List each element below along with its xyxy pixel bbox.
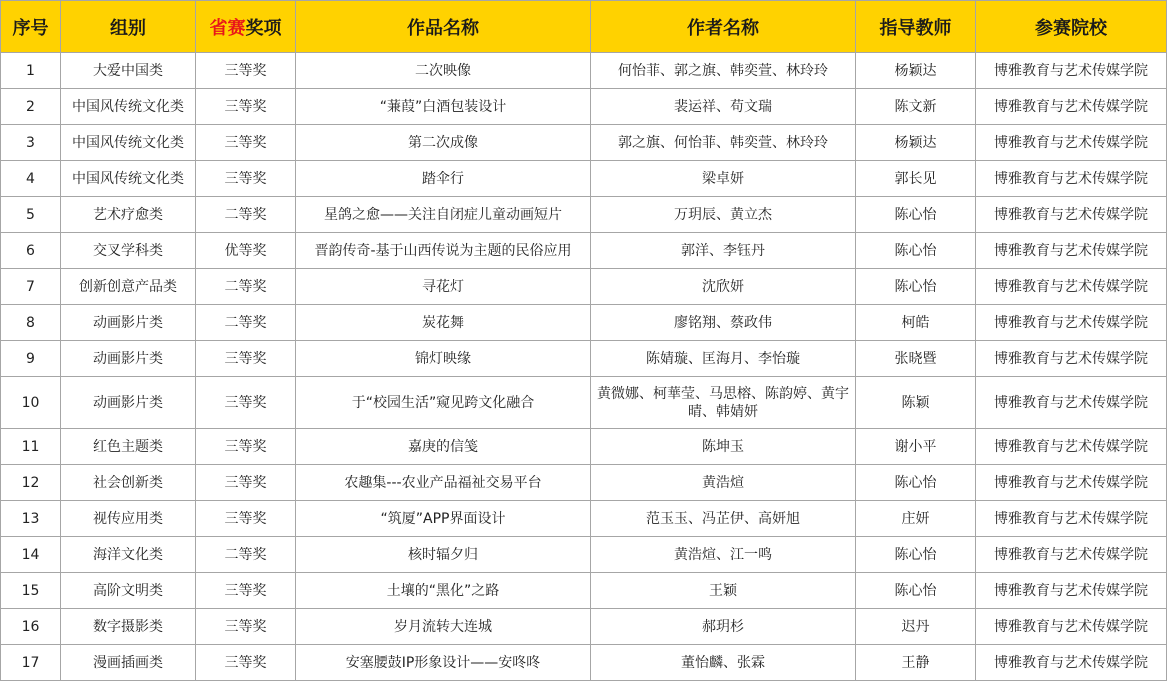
cell-school: 博雅教育与艺术传媒学院: [976, 609, 1167, 645]
cell-authors: 梁卓妍: [591, 161, 856, 197]
cell-work: 于“校园生活”窥见跨文化融合: [296, 377, 591, 429]
cell-teacher: 柯皓: [856, 305, 976, 341]
cell-award: 二等奖: [196, 269, 296, 305]
table-row: [1, 609, 1167, 645]
cell-group: 社会创新类: [61, 465, 196, 501]
cell-authors: 王颖: [591, 573, 856, 609]
header-award-rest: 奖项: [245, 17, 282, 39]
cell-school: 博雅教育与艺术传媒学院: [976, 269, 1167, 305]
cell-index: 12: [1, 465, 61, 501]
cell-group: 交叉学科类: [61, 233, 196, 269]
cell-authors: 黄浩煊、江一鸣: [591, 537, 856, 573]
cell-award: 二等奖: [196, 305, 296, 341]
cell-authors: 陈婧璇、匡海月、李怡璇: [591, 341, 856, 377]
header-row: [1, 1, 1167, 53]
cell-index: 3: [1, 125, 61, 161]
cell-award: 三等奖: [196, 89, 296, 125]
cell-index: 6: [1, 233, 61, 269]
header-index: 序号: [1, 1, 61, 53]
cell-teacher: 陈心怡: [856, 233, 976, 269]
cell-work: 晋韵传奇-基于山西传说为主题的民俗应用: [296, 233, 591, 269]
cell-teacher: 陈心怡: [856, 537, 976, 573]
cell-work: 岁月流转大连城: [296, 609, 591, 645]
cell-index: 2: [1, 89, 61, 125]
cell-index: 4: [1, 161, 61, 197]
cell-index: 17: [1, 645, 61, 681]
cell-index: 1: [1, 53, 61, 89]
table-row: [1, 573, 1167, 609]
cell-work: “蒹葭”白酒包装设计: [296, 89, 591, 125]
table-row: [1, 537, 1167, 573]
cell-school: 博雅教育与艺术传媒学院: [976, 465, 1167, 501]
table-row: [1, 645, 1167, 681]
cell-teacher: 陈文新: [856, 89, 976, 125]
cell-teacher: 郭长见: [856, 161, 976, 197]
cell-award: 二等奖: [196, 197, 296, 233]
table-row: [1, 89, 1167, 125]
cell-authors: 何怡菲、郭之旗、韩奕萱、林玲玲: [591, 53, 856, 89]
cell-work: 炭花舞: [296, 305, 591, 341]
cell-group: 中国风传统文化类: [61, 161, 196, 197]
cell-authors: 郭洋、李钰丹: [591, 233, 856, 269]
table-row: [1, 429, 1167, 465]
cell-school: 博雅教育与艺术传媒学院: [976, 573, 1167, 609]
cell-authors: 郭之旗、何怡菲、韩奕萱、林玲玲: [591, 125, 856, 161]
cell-group: 大爱中国类: [61, 53, 196, 89]
cell-school: 博雅教育与艺术传媒学院: [976, 377, 1167, 429]
cell-work: 寻花灯: [296, 269, 591, 305]
header-authors: 作者名称: [591, 1, 856, 53]
cell-teacher: 杨颖达: [856, 53, 976, 89]
cell-index: 7: [1, 269, 61, 305]
cell-award: 三等奖: [196, 341, 296, 377]
cell-authors: 裴运祥、苟文瑞: [591, 89, 856, 125]
table-row: [1, 305, 1167, 341]
cell-authors: 黄微娜、柯華莹、马思榕、陈韵婷、黄宇晴、韩婧妍: [591, 377, 856, 429]
cell-teacher: 陈心怡: [856, 573, 976, 609]
cell-award: 三等奖: [196, 465, 296, 501]
cell-index: 8: [1, 305, 61, 341]
cell-work: 星鸽之愈——关注自闭症儿童动画短片: [296, 197, 591, 233]
cell-school: 博雅教育与艺术传媒学院: [976, 161, 1167, 197]
cell-school: 博雅教育与艺术传媒学院: [976, 197, 1167, 233]
cell-school: 博雅教育与艺术传媒学院: [976, 537, 1167, 573]
cell-group: 视传应用类: [61, 501, 196, 537]
cell-teacher: 陈心怡: [856, 269, 976, 305]
cell-school: 博雅教育与艺术传媒学院: [976, 501, 1167, 537]
cell-teacher: 陈心怡: [856, 465, 976, 501]
header-group: 组别: [61, 1, 196, 53]
cell-award: 三等奖: [196, 377, 296, 429]
cell-group: 动画影片类: [61, 305, 196, 341]
table-row: [1, 125, 1167, 161]
table-row: [1, 377, 1167, 429]
cell-school: 博雅教育与艺术传媒学院: [976, 429, 1167, 465]
cell-award: 三等奖: [196, 53, 296, 89]
header-school: 参赛院校: [976, 1, 1167, 53]
cell-index: 14: [1, 537, 61, 573]
cell-school: 博雅教育与艺术传媒学院: [976, 305, 1167, 341]
table-row: [1, 233, 1167, 269]
cell-index: 16: [1, 609, 61, 645]
cell-teacher: 杨颖达: [856, 125, 976, 161]
table-row: [1, 269, 1167, 305]
cell-teacher: 谢小平: [856, 429, 976, 465]
cell-school: 博雅教育与艺术传媒学院: [976, 125, 1167, 161]
cell-authors: 沈欣妍: [591, 269, 856, 305]
cell-award: 三等奖: [196, 645, 296, 681]
cell-teacher: 迟丹: [856, 609, 976, 645]
cell-group: 动画影片类: [61, 377, 196, 429]
cell-work: 农趣集---农业产品福祉交易平台: [296, 465, 591, 501]
cell-award: 三等奖: [196, 501, 296, 537]
cell-index: 10: [1, 377, 61, 429]
cell-award: 三等奖: [196, 573, 296, 609]
cell-authors: 黄浩煊: [591, 465, 856, 501]
cell-teacher: 陈心怡: [856, 197, 976, 233]
cell-award: 三等奖: [196, 609, 296, 645]
cell-school: 博雅教育与艺术传媒学院: [976, 233, 1167, 269]
cell-work: 第二次成像: [296, 125, 591, 161]
cell-authors: 陈坤玉: [591, 429, 856, 465]
cell-award: 三等奖: [196, 125, 296, 161]
cell-school: 博雅教育与艺术传媒学院: [976, 341, 1167, 377]
cell-school: 博雅教育与艺术传媒学院: [976, 89, 1167, 125]
cell-index: 15: [1, 573, 61, 609]
cell-authors: 范玉玉、冯芷伊、高妍旭: [591, 501, 856, 537]
cell-authors: 廖铭翔、蔡政伟: [591, 305, 856, 341]
cell-work: 二次映像: [296, 53, 591, 89]
cell-school: 博雅教育与艺术传媒学院: [976, 645, 1167, 681]
header-award-highlight: 省赛: [209, 17, 246, 39]
cell-teacher: 王静: [856, 645, 976, 681]
cell-group: 海洋文化类: [61, 537, 196, 573]
cell-work: 嘉庚的信笺: [296, 429, 591, 465]
cell-work: 踏伞行: [296, 161, 591, 197]
cell-teacher: 张晓暨: [856, 341, 976, 377]
table-row: [1, 341, 1167, 377]
cell-authors: 郝玥杉: [591, 609, 856, 645]
cell-work: 核时辐夕归: [296, 537, 591, 573]
cell-group: 艺术疗愈类: [61, 197, 196, 233]
cell-group: 动画影片类: [61, 341, 196, 377]
cell-index: 11: [1, 429, 61, 465]
cell-index: 5: [1, 197, 61, 233]
table-row: [1, 161, 1167, 197]
header-teacher: 指导教师: [856, 1, 976, 53]
cell-teacher: 庄妍: [856, 501, 976, 537]
cell-work: 土壤的“黑化”之路: [296, 573, 591, 609]
cell-authors: 万玥辰、黄立杰: [591, 197, 856, 233]
cell-group: 中国风传统文化类: [61, 125, 196, 161]
cell-award: 三等奖: [196, 161, 296, 197]
cell-group: 数字摄影类: [61, 609, 196, 645]
header-work: 作品名称: [296, 1, 591, 53]
cell-award: 二等奖: [196, 537, 296, 573]
cell-teacher: 陈颖: [856, 377, 976, 429]
table-row: [1, 197, 1167, 233]
cell-group: 高阶文明类: [61, 573, 196, 609]
table-row: [1, 53, 1167, 89]
cell-award: 三等奖: [196, 429, 296, 465]
table-row: [1, 465, 1167, 501]
cell-index: 9: [1, 341, 61, 377]
cell-group: 创新创意产品类: [61, 269, 196, 305]
table-row: [1, 501, 1167, 537]
cell-group: 红色主题类: [61, 429, 196, 465]
cell-group: 漫画插画类: [61, 645, 196, 681]
cell-award: 优等奖: [196, 233, 296, 269]
cell-school: 博雅教育与艺术传媒学院: [976, 53, 1167, 89]
cell-authors: 董怡麟、张霖: [591, 645, 856, 681]
cell-work: “筑厦”APP界面设计: [296, 501, 591, 537]
header-award: [196, 1, 296, 53]
cell-work: 锦灯映缘: [296, 341, 591, 377]
cell-group: 中国风传统文化类: [61, 89, 196, 125]
cell-index: 13: [1, 501, 61, 537]
cell-work: 安塞腰鼓IP形象设计——安咚咚: [296, 645, 591, 681]
